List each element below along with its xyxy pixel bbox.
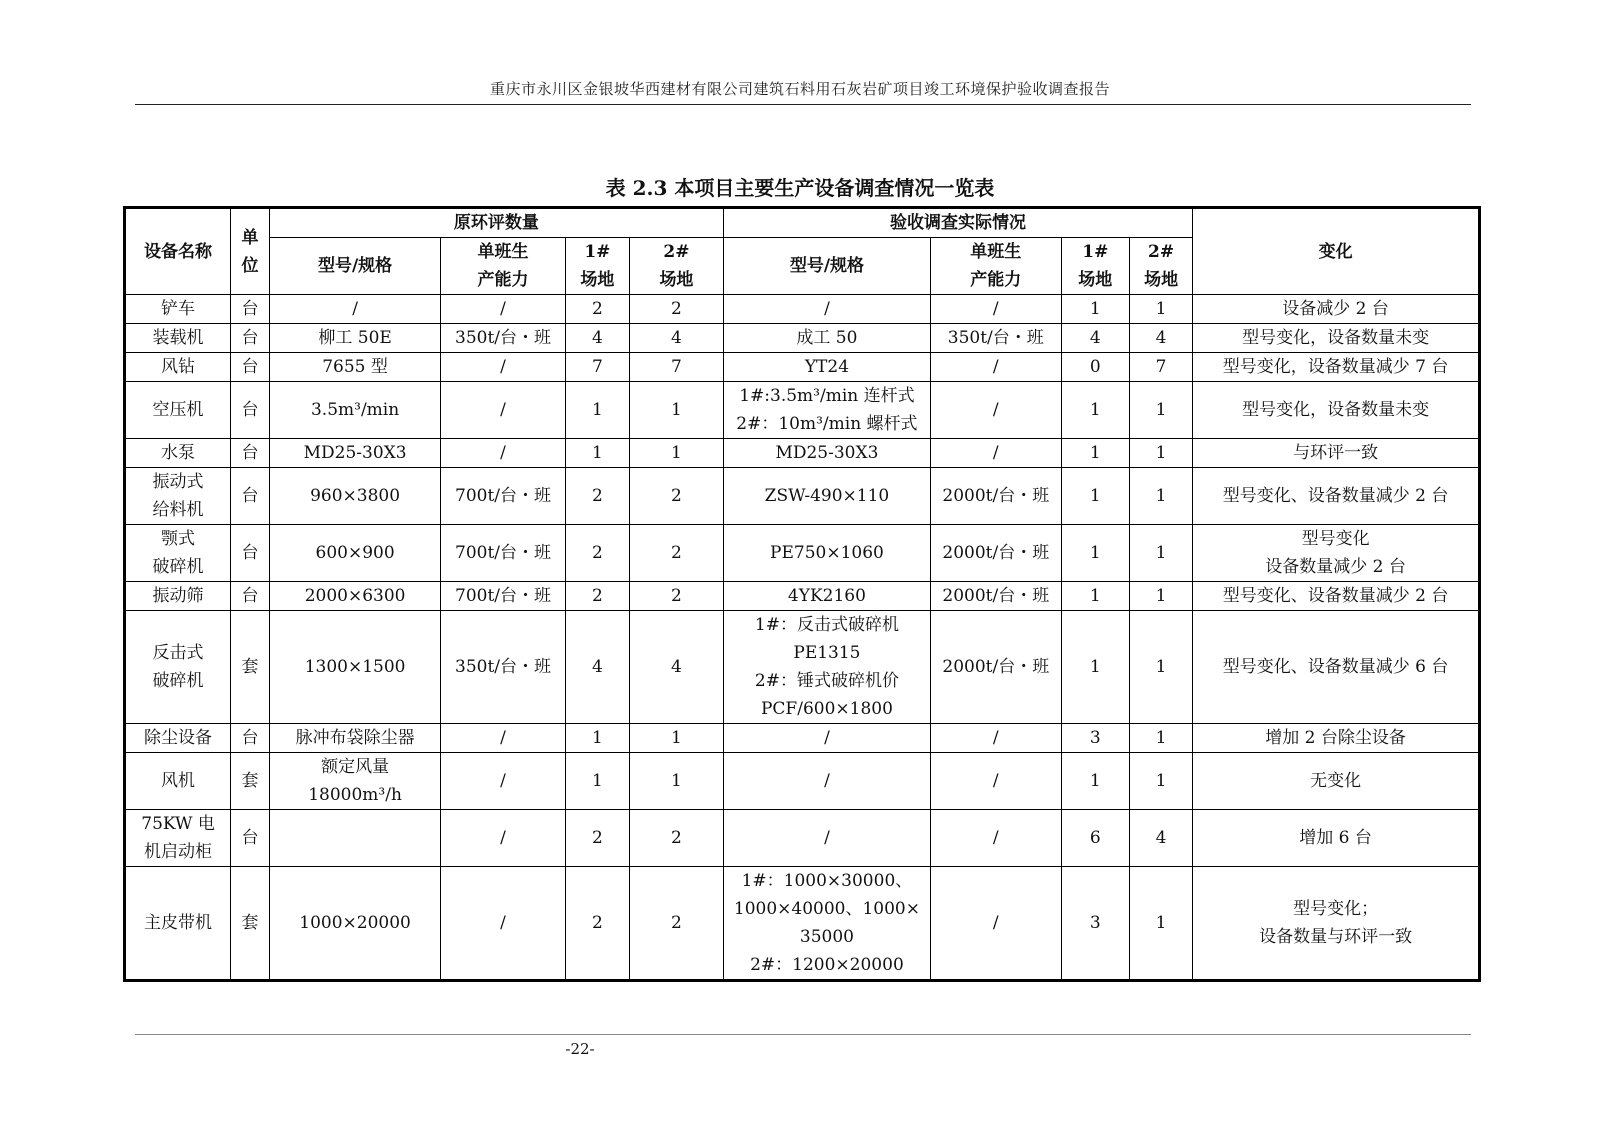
row-act-capacity: / <box>931 867 1062 981</box>
row-act-capacity: 350t/台・班 <box>931 324 1062 353</box>
row-orig-capacity: / <box>441 382 565 439</box>
row-change: 与环评一致 <box>1193 439 1480 468</box>
row-orig-model: 额定风量 18000m³/h <box>269 753 440 810</box>
row-act-site2: 1 <box>1129 439 1192 468</box>
row-name: 除尘设备 <box>125 724 231 753</box>
row-orig-site2: 2 <box>630 582 724 611</box>
row-name: 反击式 破碎机 <box>125 611 231 724</box>
row-name: 75KW 电 机启动柜 <box>125 810 231 867</box>
col-header-name: 设备名称 <box>125 208 231 295</box>
row-orig-site1: 1 <box>565 382 629 439</box>
row-act-site1: 4 <box>1061 324 1129 353</box>
row-act-site1: 1 <box>1061 525 1129 582</box>
row-name: 颚式 破碎机 <box>125 525 231 582</box>
table-title: 表 2.3 本项目主要生产设备调查情况一览表 <box>605 176 995 200</box>
row-act-capacity: / <box>931 353 1062 382</box>
row-orig-site2: 7 <box>630 353 724 382</box>
row-orig-site1: 2 <box>565 525 629 582</box>
row-act-site1: 1 <box>1061 582 1129 611</box>
row-act-site2: 4 <box>1129 324 1192 353</box>
row-change: 型号变化，设备数量减少 7 台 <box>1193 353 1480 382</box>
col-header-act-capacity: 单班生 产能力 <box>931 238 1062 295</box>
row-unit: 台 <box>231 295 270 324</box>
col-header-change: 变化 <box>1193 208 1480 295</box>
row-act-site2: 7 <box>1129 353 1192 382</box>
row-act-site1: 1 <box>1061 382 1129 439</box>
col-header-orig-capacity: 单班生 产能力 <box>441 238 565 295</box>
table-row <box>125 582 1480 611</box>
row-change: 型号变化； 设备数量与环评一致 <box>1193 867 1480 981</box>
row-act-capacity: / <box>931 382 1062 439</box>
row-change: 型号变化，设备数量未变 <box>1193 324 1480 353</box>
row-orig-site2: 2 <box>630 295 724 324</box>
row-orig-model: 脉冲布袋除尘器 <box>269 724 440 753</box>
row-orig-capacity: / <box>441 295 565 324</box>
row-unit: 台 <box>231 439 270 468</box>
row-unit: 台 <box>231 468 270 525</box>
row-orig-site2: 2 <box>630 468 724 525</box>
row-act-model: 1#:3.5m³/min 连杆式 2#：10m³/min 螺杆式 <box>723 382 930 439</box>
row-act-capacity: / <box>931 724 1062 753</box>
table-row <box>125 611 1480 724</box>
row-orig-capacity: / <box>441 439 565 468</box>
row-orig-capacity: / <box>441 867 565 981</box>
row-name: 主皮带机 <box>125 867 231 981</box>
row-orig-capacity: / <box>441 724 565 753</box>
row-act-model: 成工 50 <box>723 324 930 353</box>
row-orig-capacity: 700t/台・班 <box>441 582 565 611</box>
col-header-act-model: 型号/规格 <box>723 238 930 295</box>
row-name: 水泵 <box>125 439 231 468</box>
row-unit: 台 <box>231 324 270 353</box>
row-orig-site2: 2 <box>630 525 724 582</box>
row-orig-site1: 2 <box>565 867 629 981</box>
row-act-model: PE750×1060 <box>723 525 930 582</box>
row-unit: 台 <box>231 724 270 753</box>
row-orig-site2: 1 <box>630 753 724 810</box>
row-act-site2: 1 <box>1129 295 1192 324</box>
row-act-site1: 1 <box>1061 439 1129 468</box>
row-orig-model: MD25-30X3 <box>269 439 440 468</box>
row-orig-model: / <box>269 295 440 324</box>
row-orig-site2: 4 <box>630 611 724 724</box>
row-orig-model <box>269 810 440 867</box>
row-change: 型号变化、设备数量减少 6 台 <box>1193 611 1480 724</box>
row-orig-site2: 1 <box>630 724 724 753</box>
col-header-act-site1: 1# 场地 <box>1061 238 1129 295</box>
row-act-capacity: / <box>931 295 1062 324</box>
col-header-orig-site1: 1# 场地 <box>565 238 629 295</box>
row-act-model: 4YK2160 <box>723 582 930 611</box>
col-header-orig-site2: 2# 场地 <box>630 238 724 295</box>
row-change: 无变化 <box>1193 753 1480 810</box>
table-row <box>125 867 1480 981</box>
row-unit: 台 <box>231 525 270 582</box>
row-orig-model: 3.5m³/min <box>269 382 440 439</box>
row-orig-site2: 2 <box>630 810 724 867</box>
row-act-site1: 3 <box>1061 724 1129 753</box>
row-unit: 台 <box>231 353 270 382</box>
row-change: 型号变化、设备数量减少 2 台 <box>1193 468 1480 525</box>
row-change: 型号变化 设备数量减少 2 台 <box>1193 525 1480 582</box>
row-act-site2: 1 <box>1129 611 1192 724</box>
col-header-act-site2: 2# 场地 <box>1129 238 1192 295</box>
row-unit: 台 <box>231 382 270 439</box>
row-orig-site1: 2 <box>565 468 629 525</box>
row-act-site2: 1 <box>1129 525 1192 582</box>
row-orig-site1: 2 <box>565 582 629 611</box>
table-row <box>125 468 1480 525</box>
row-act-site1: 1 <box>1061 468 1129 525</box>
row-act-capacity: / <box>931 753 1062 810</box>
row-orig-site1: 4 <box>565 611 629 724</box>
row-orig-site2: 1 <box>630 382 724 439</box>
row-act-model: 1#：反击式破碎机 PE1315 2#：锤式破碎机价 PCF/600×1800 <box>723 611 930 724</box>
row-unit: 套 <box>231 753 270 810</box>
row-change: 增加 2 台除尘设备 <box>1193 724 1480 753</box>
row-orig-capacity: 350t/台・班 <box>441 324 565 353</box>
row-orig-site1: 1 <box>565 724 629 753</box>
equipment-table <box>123 206 1481 982</box>
row-act-site2: 1 <box>1129 468 1192 525</box>
row-orig-site1: 1 <box>565 439 629 468</box>
table-row <box>125 324 1480 353</box>
col-group-original: 原环评数量 <box>269 208 723 238</box>
row-orig-site1: 7 <box>565 353 629 382</box>
row-orig-site2: 1 <box>630 439 724 468</box>
row-act-model: / <box>723 724 930 753</box>
row-act-capacity: / <box>931 810 1062 867</box>
table-row <box>125 382 1480 439</box>
table-row <box>125 724 1480 753</box>
row-orig-model: 2000×6300 <box>269 582 440 611</box>
row-orig-capacity: / <box>441 810 565 867</box>
row-act-site2: 1 <box>1129 753 1192 810</box>
row-name: 振动筛 <box>125 582 231 611</box>
row-orig-model: 960×3800 <box>269 468 440 525</box>
row-orig-site1: 4 <box>565 324 629 353</box>
row-act-model: / <box>723 810 930 867</box>
table-row <box>125 439 1480 468</box>
row-act-site2: 1 <box>1129 382 1192 439</box>
row-unit: 台 <box>231 582 270 611</box>
row-name: 振动式 给料机 <box>125 468 231 525</box>
row-change: 增加 6 台 <box>1193 810 1480 867</box>
row-unit: 套 <box>231 867 270 981</box>
row-unit: 台 <box>231 810 270 867</box>
row-act-model: / <box>723 295 930 324</box>
row-act-capacity: 2000t/台・班 <box>931 582 1062 611</box>
row-act-model: 1#：1000×30000、 1000×40000、1000× 35000 2#：1200×20000 <box>723 867 930 981</box>
row-orig-model: 1000×20000 <box>269 867 440 981</box>
row-orig-model: 柳工 50E <box>269 324 440 353</box>
row-name: 空压机 <box>125 382 231 439</box>
row-act-capacity: / <box>931 439 1062 468</box>
col-header-unit: 单 位 <box>231 208 270 295</box>
row-act-model: ZSW-490×110 <box>723 468 930 525</box>
row-unit: 套 <box>231 611 270 724</box>
row-orig-site1: 1 <box>565 753 629 810</box>
row-orig-site2: 4 <box>630 324 724 353</box>
table-row <box>125 525 1480 582</box>
row-act-site1: 6 <box>1061 810 1129 867</box>
table-row <box>125 353 1480 382</box>
row-act-capacity: 2000t/台・班 <box>931 525 1062 582</box>
row-act-model: YT24 <box>723 353 930 382</box>
row-act-site2: 1 <box>1129 582 1192 611</box>
table-row <box>125 753 1480 810</box>
row-act-site2: 1 <box>1129 867 1192 981</box>
row-act-capacity: 2000t/台・班 <box>931 468 1062 525</box>
row-act-site1: 0 <box>1061 353 1129 382</box>
table-row <box>125 295 1480 324</box>
row-orig-model: 7655 型 <box>269 353 440 382</box>
row-orig-capacity: 700t/台・班 <box>441 525 565 582</box>
row-act-site1: 1 <box>1061 295 1129 324</box>
col-header-orig-model: 型号/规格 <box>269 238 440 295</box>
footer-divider <box>135 1034 1471 1035</box>
row-act-site1: 1 <box>1061 753 1129 810</box>
row-orig-site2: 2 <box>630 867 724 981</box>
row-act-model: MD25-30X3 <box>723 439 930 468</box>
row-change: 型号变化、设备数量减少 2 台 <box>1193 582 1480 611</box>
row-name: 装载机 <box>125 324 231 353</box>
header-divider <box>135 104 1471 105</box>
row-orig-capacity: / <box>441 753 565 810</box>
row-orig-site1: 2 <box>565 295 629 324</box>
row-orig-capacity: 700t/台・班 <box>441 468 565 525</box>
row-act-site1: 3 <box>1061 867 1129 981</box>
row-act-model: / <box>723 753 930 810</box>
row-act-site2: 1 <box>1129 724 1192 753</box>
row-name: 风机 <box>125 753 231 810</box>
row-act-site1: 1 <box>1061 611 1129 724</box>
row-change: 设备减少 2 台 <box>1193 295 1480 324</box>
row-orig-capacity: / <box>441 353 565 382</box>
row-name: 风钻 <box>125 353 231 382</box>
row-name: 铲车 <box>125 295 231 324</box>
row-act-site2: 4 <box>1129 810 1192 867</box>
row-orig-site1: 2 <box>565 810 629 867</box>
row-orig-model: 600×900 <box>269 525 440 582</box>
table-row <box>125 810 1480 867</box>
row-act-capacity: 2000t/台・班 <box>931 611 1062 724</box>
row-orig-model: 1300×1500 <box>269 611 440 724</box>
page-header: 重庆市永川区金银坡华西建材有限公司建筑石料用石灰岩矿项目竣工环境保护验收调查报告 <box>489 80 1110 98</box>
col-group-actual: 验收调查实际情况 <box>723 208 1192 238</box>
page-number: -22- <box>565 1040 595 1058</box>
row-orig-capacity: 350t/台・班 <box>441 611 565 724</box>
row-change: 型号变化，设备数量未变 <box>1193 382 1480 439</box>
